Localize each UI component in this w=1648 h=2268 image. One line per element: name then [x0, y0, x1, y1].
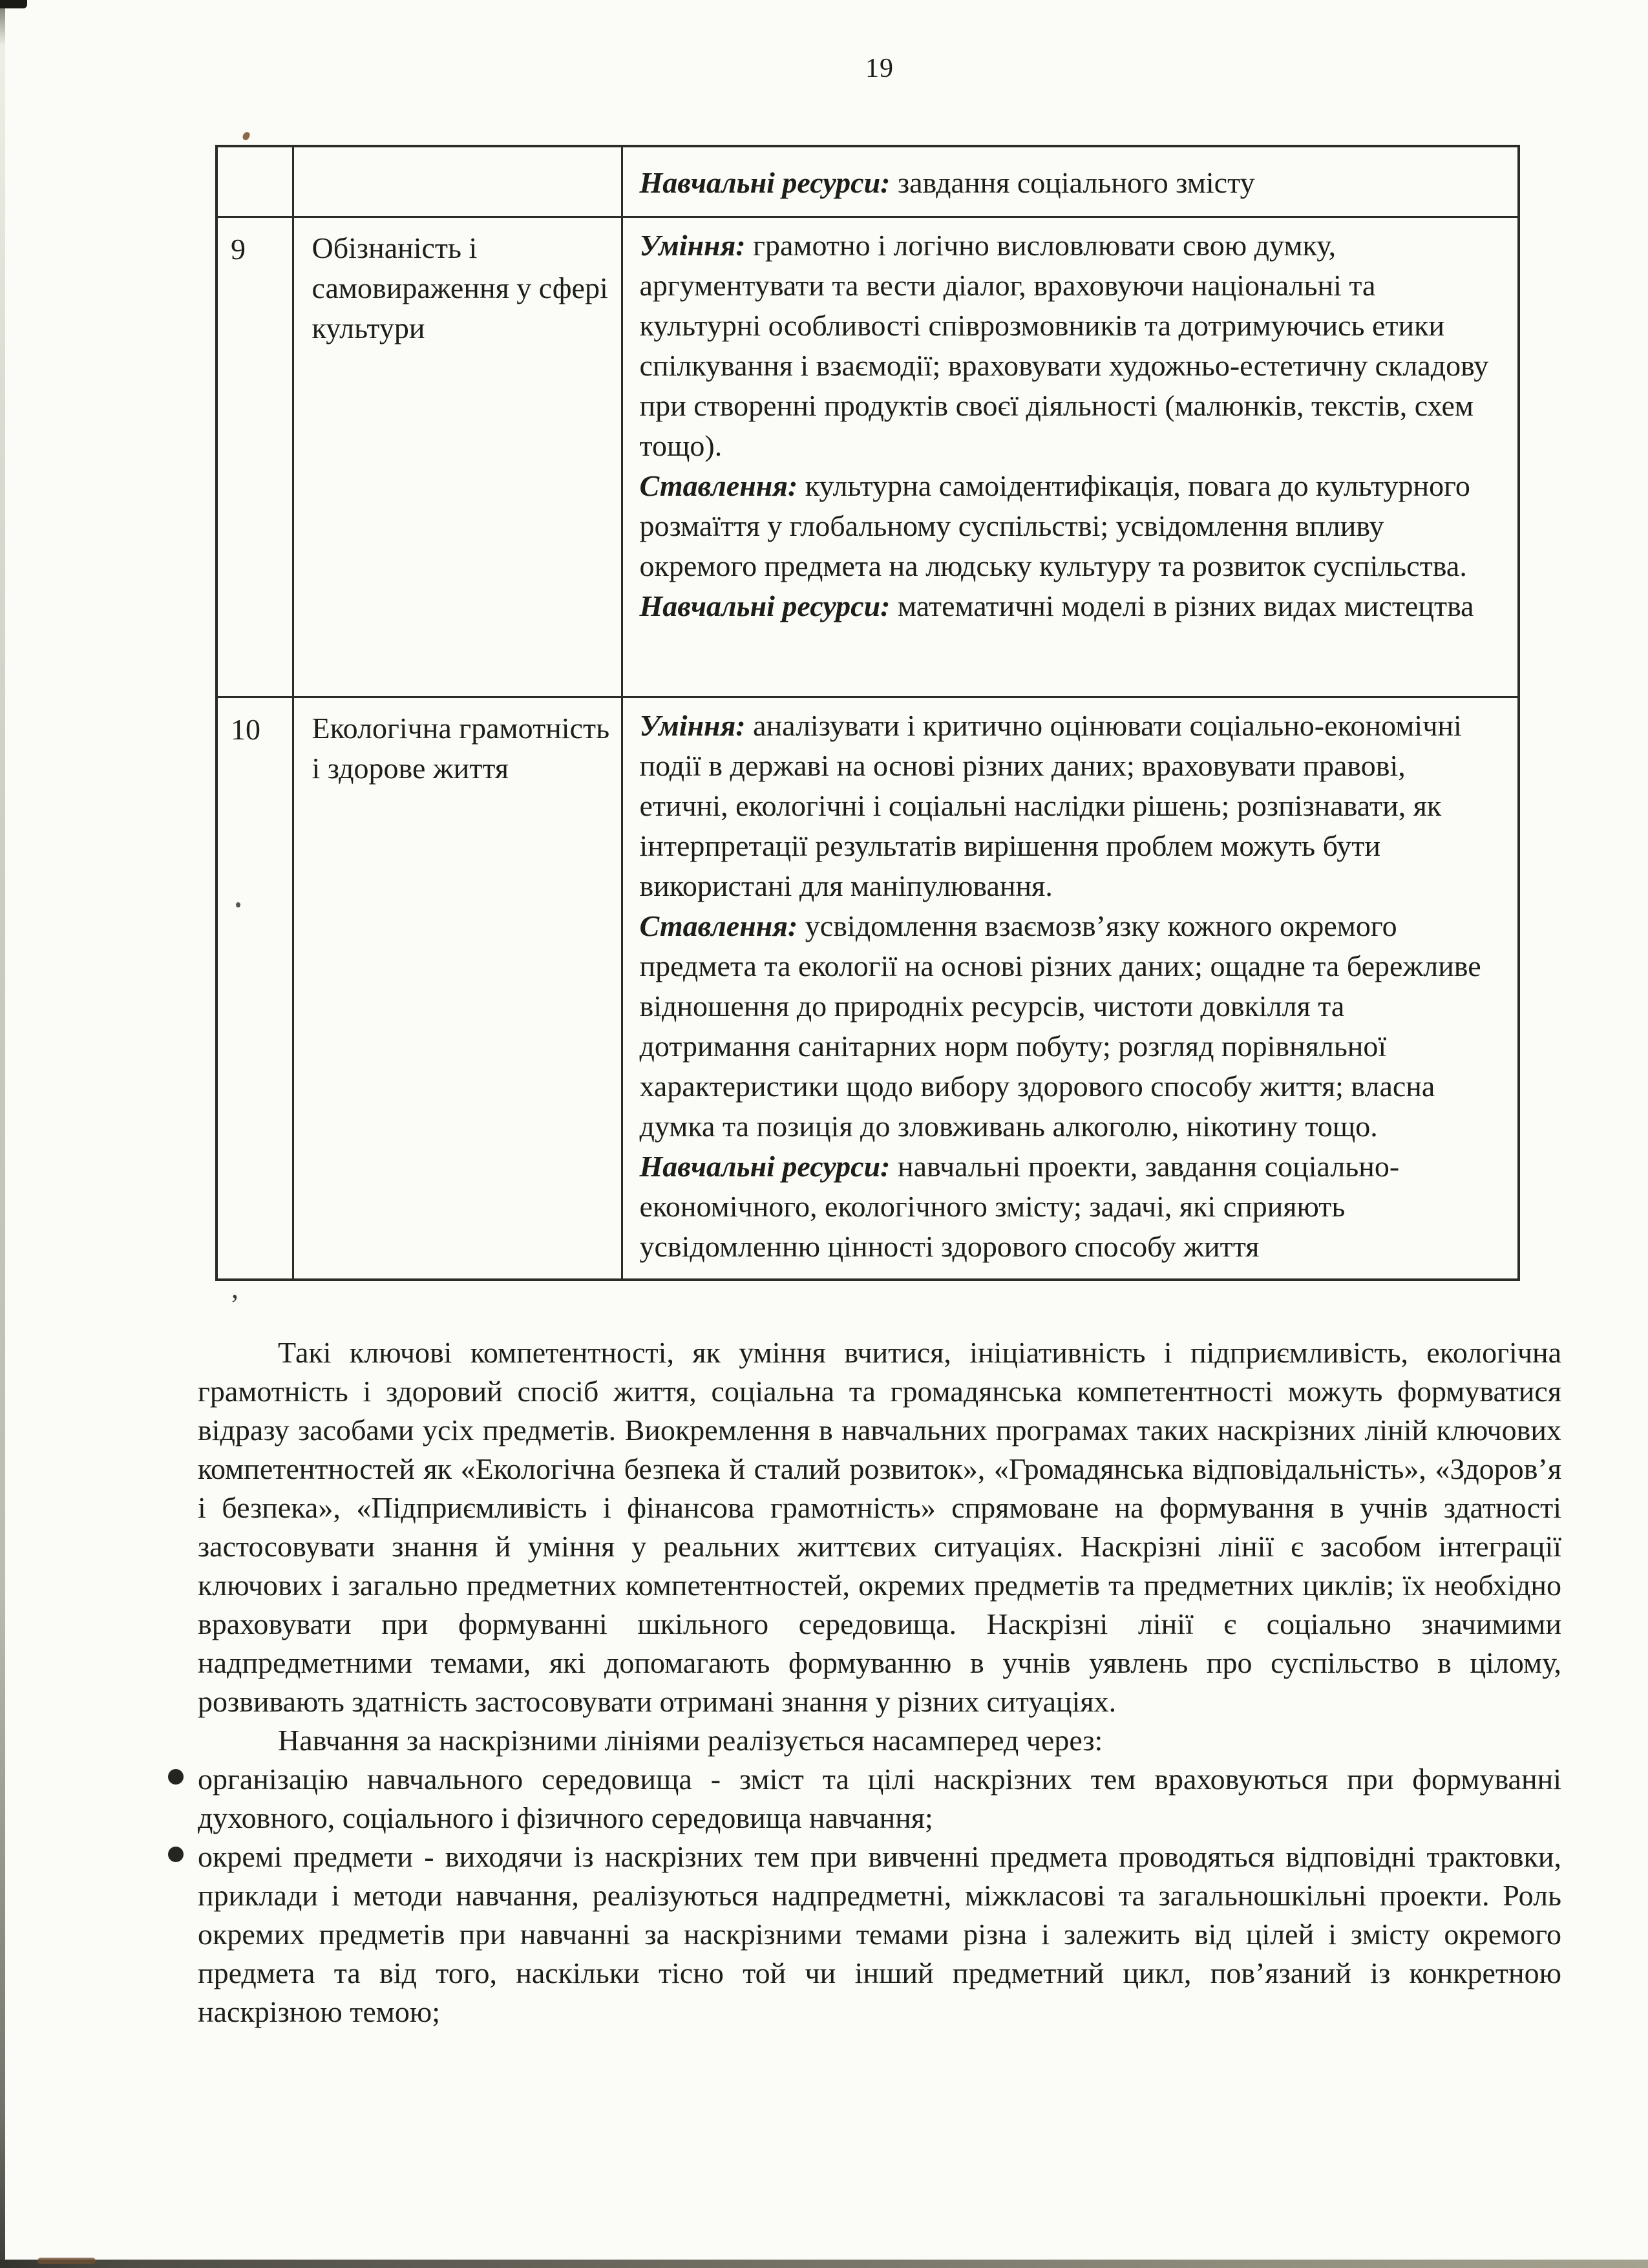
competency-description-cell: [622, 697, 1519, 1280]
resources-paragraph: [640, 163, 1496, 203]
resources-paragraph: [640, 1147, 1496, 1267]
table-row: [217, 217, 1519, 697]
list-item: [168, 1838, 1561, 2031]
list-item-text: організацію навчального середовища - зміст та цілі наскрізних тем враховуються при формуванні духовного, соціального і фізичного середовища навчання;: [198, 1763, 1561, 1834]
body-paragraph-1: Такі ключові компетентності, як уміння вчитися, ініціативність і підприємливість, екологічна грамотність і здоровий спосіб життя, соціальна та громадянська компетентності можуть формуватися відразу засобами усіх предметів. Виокремлення в навчальних програмах таких наскрізних ліній ключових компетентностей як «Екологічна безпека й сталий розвиток», «Громадянська відповідальність», «Здоров’я і безпека», «Підприємливість і фінансова грамотність» спрямоване на формування в учнів здатності застосовувати знання й уміння у реальних життєвих ситуаціях. Наскрізні лінії є засобом інтеграції ключових і загально предметних компетентностей, окремих предметів та предметних циклів; їх необхідно враховувати при формуванні шкільного середовища. Наскрізні лінії є соціально значимими надпредметними темами, які допомагають формуванню в учнів уявлень про суспільство в цілому, розвивають здатність застосовувати отримані знання у різних ситуаціях.: [198, 1336, 1561, 1718]
paragraph-label: Ставлення:: [639, 909, 798, 942]
page-number: 19: [865, 54, 894, 83]
skills-paragraph: [640, 226, 1496, 466]
scan-speck: ,: [231, 1273, 238, 1304]
attitude-paragraph: [640, 906, 1496, 1147]
attitude-paragraph: [640, 466, 1496, 586]
paragraph-label: Навчальні ресурси:: [639, 589, 891, 622]
scan-blot: [37, 2258, 96, 2264]
paragraph-text: математичні моделі в різних видах мистецтва: [890, 589, 1474, 622]
scan-edge-bottom: [0, 2260, 1648, 2268]
competency-description-cell: [622, 146, 1519, 217]
table-row: [217, 697, 1519, 1280]
competency-name-cell: [293, 146, 622, 217]
cross-cutting-list: [198, 1760, 1561, 2031]
scan-speck: [242, 131, 251, 141]
list-item: [168, 1760, 1561, 1838]
competency-name-cell: Екологічна грамотність і здорове життя: [293, 697, 622, 1280]
paragraph-text: культурна самоідентифікація, повага до культурного розмаїття у глобальному суспільстві; усвідомлення впливу окремого предмета на людську культуру та розвиток суспільства.: [639, 469, 1470, 582]
resources-paragraph: [640, 586, 1496, 626]
body-paragraph-2: Навчання за наскрізними лініями реалізується насамперед через:: [278, 1724, 1103, 1757]
skills-paragraph: [640, 706, 1496, 906]
paragraph-label: Навчальні ресурси:: [639, 1149, 891, 1183]
paragraph-label: Навчальні ресурси:: [639, 166, 891, 199]
competencies-table: [215, 145, 1520, 1281]
paragraph-text: навчальні проекти, завдання соціально-економічного, екологічного змісту; задачі, які сприяють усвідомленню цінності здорового способу життя: [639, 1149, 1400, 1263]
paragraph-text: аналізувати і критично оцінювати соціально-економічні події в державі на основі різних даних; враховувати правові, етичні, екологічні і соціальні наслідки рішень; розпізнавати, як інтерпретації результатів вирішення проблем можуть бути використані для маніпулювання.: [639, 708, 1462, 902]
row-number-cell: 9: [217, 217, 293, 697]
scan-edge-left: [0, 0, 5, 2268]
scan-corner-mark: [0, 0, 27, 8]
bullet-icon: [168, 1769, 184, 1785]
paragraph-text: завдання соціального змісту: [890, 166, 1255, 199]
paragraph-label: Уміння:: [639, 708, 746, 742]
competency-description-cell: [622, 217, 1519, 697]
row-number-cell: [217, 146, 293, 217]
body-text: [198, 1333, 1561, 2031]
bullet-icon: [168, 1847, 184, 1862]
paragraph-label: Уміння:: [639, 228, 746, 262]
competency-name-cell: Обізнаність і самовираження у сфері культури: [293, 217, 622, 697]
row-number-cell: 10: [217, 697, 293, 1280]
paragraph-text: усвідомлення взаємозв’язку кожного окремого предмета та екології на основі різних даних; ощадне та бережливе відношення до природніх ресурсів, чистоти довкілля та дотримання санітарних норм побуту; розгляд порівняльної характеристики щодо вибору здорового способу життя; власна думка та позиція до зловживань алкоголю, нікотину тощо.: [639, 909, 1481, 1143]
paragraph-text: грамотно і логічно висловлювати свою думку, аргументувати та вести діалог, враховуючи національні та культурні особливості співрозмовників та дотримуючись етики спілкування і взаємодії; враховувати художньо-естетичну складову при створенні продуктів своєї діяльності (малюнків, текстів, схем тощо).: [639, 228, 1489, 462]
paragraph-label: Ставлення:: [639, 469, 798, 502]
list-item-text: окремі предмети - виходячи із наскрізних тем при вивченні предмета проводяться відповідні трактовки, приклади і методи навчання, реалізуються надпредметні, міжкласові та загальношкільні проекти. Роль окремих предметів при навчанні за наскрізними темами різна і залежить від цілей і змісту окремого предмета та від того, наскільки тісно той чи інший предметний цикл, пов’язаний із конкретною наскрізною темою;: [198, 1840, 1561, 2028]
table-row: [217, 146, 1519, 217]
